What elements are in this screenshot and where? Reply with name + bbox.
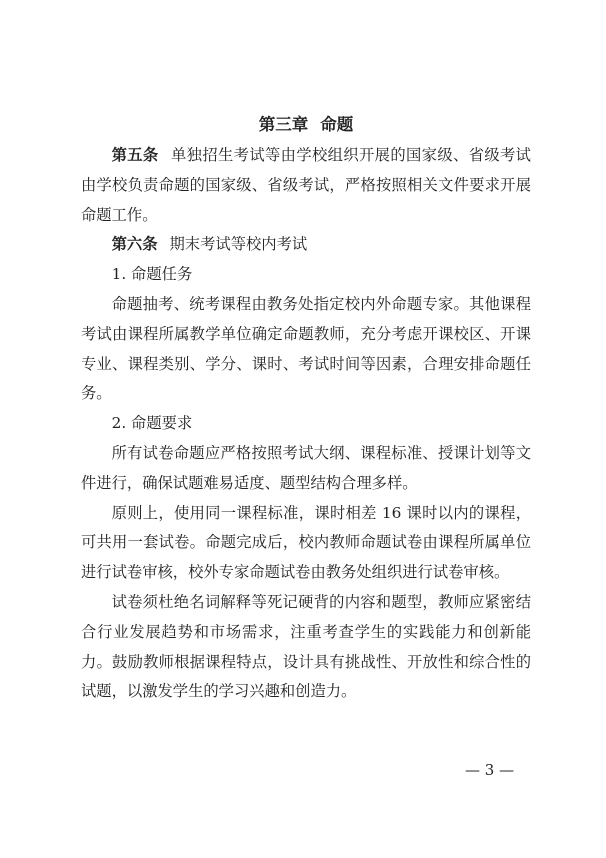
article-6-paragraph <box>81 230 531 260</box>
chapter-heading <box>81 110 531 140</box>
chapter-name: 命题 <box>320 115 354 134</box>
article-6-title: 期末考试等校内考试 <box>169 235 308 254</box>
section-2-heading: 2. 命题要求 <box>111 414 193 433</box>
document-body <box>81 110 531 707</box>
section-1-heading: 1. 命题任务 <box>111 265 193 284</box>
page-number: — 3 — <box>465 761 515 779</box>
section-2-paragraph-3: 试卷须杜绝名词解释等死记硬背的内容和题型，教师应紧密结合行业发展趋势和市场需求，注重考查学生的实践能力和创新能力。鼓励教师根据课程特点，设计具有挑战性、开放性和综合性的试题，以激发学生的学习兴趣和创造力。 <box>81 592 531 701</box>
section-1-paragraph: 命题抽考、统考课程由教务处指定校内外命题专家。其他课程考试由课程所属教学单位确定命题教师，充分考虑开课校区、开课专业、课程类别、学分、课时、考试时间等因素，合理安排命题任务。 <box>81 294 531 403</box>
chapter-number: 第三章 <box>258 115 309 134</box>
section-2-paragraph-2: 原则上，使用同一课程标准，课时相差 16 课时以内的课程，可共用一套试卷。命题完成后，校内教师命题试卷由课程所属单位进行试卷审核，校外专家命题试卷由教务处组织进行试卷审核。 <box>81 503 531 582</box>
section-2-paragraph-1: 所有试卷命题应严格按照考试大纲、课程标准、授课计划等文件进行，确保试题难易适度、题型结构合理多样。 <box>81 443 531 492</box>
article-6-heading: 第六条 <box>111 235 158 254</box>
article-5-heading: 第五条 <box>111 146 159 164</box>
article-5-paragraph <box>81 141 531 230</box>
article-5-text: 单独招生考试等由学校组织开展的国家级、省级考试由学校负责命题的国家级、省级考试，严格按照相关文件要求开展命题工作。 <box>81 146 531 224</box>
